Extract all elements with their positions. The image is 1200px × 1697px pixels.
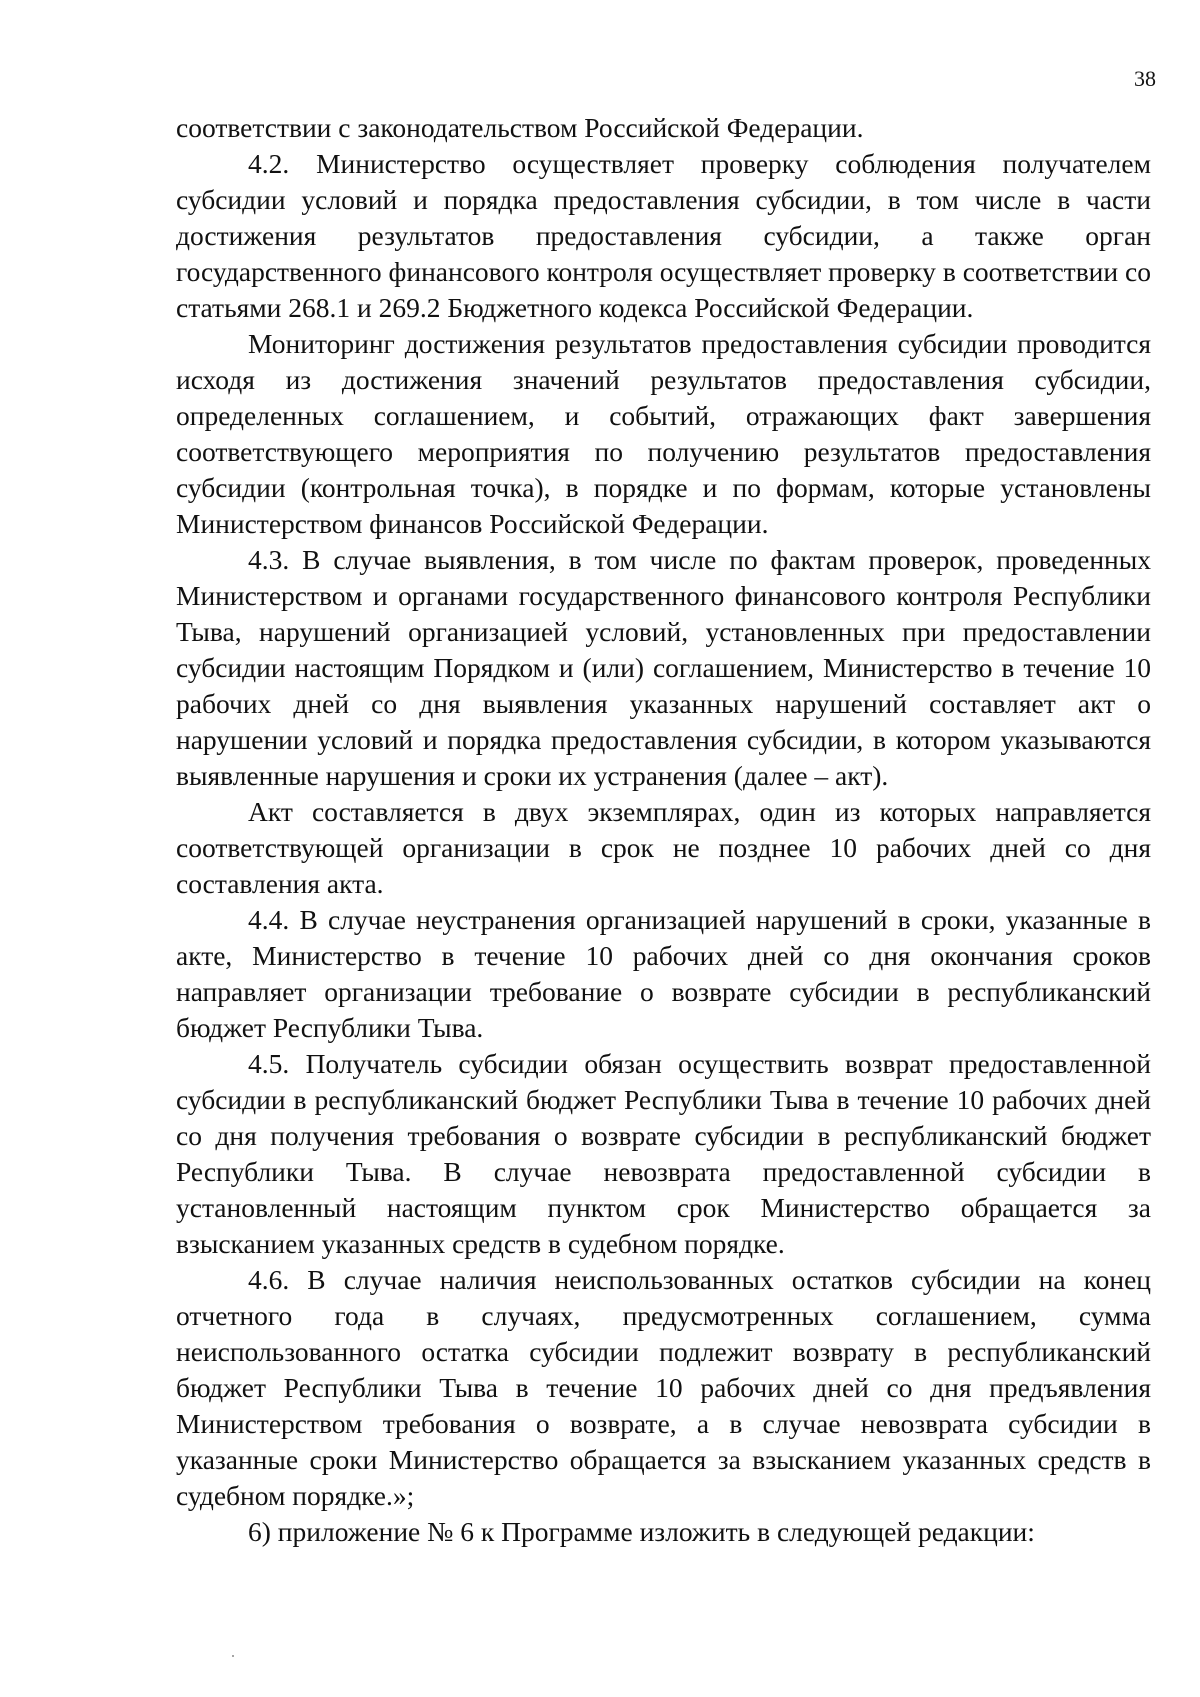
paragraph-4-3: 4.3. В случае выявления, в том числе по фактам проверок, проведенных Министерством и органами государственного финансового контроля Республики Тыва, нарушений организацией условий, установленных при предоставлении субсидии настоящим Порядком и (или) соглашением, Министерство в течение 10 рабочих дней со дня выявления указанных нарушений составляет акт о нарушении условий и порядка предоставления субсидии, в котором указываются выявленные нарушения и сроки их устранения (далее – акт).: [176, 544, 1151, 791]
scan-speck: [232, 1655, 234, 1657]
paragraph-monitoring: Мониторинг достижения результатов предоставления субсидии проводится исходя из достижения значений результатов предоставления субсидии, определенных соглашением, и событий, отражающих факт завершения соответствующего мероприятия по получению результатов предоставления субсидии (контрольная точка), в порядке и по формам, которые установлены Министерством финансов Российской Федерации.: [176, 328, 1151, 539]
paragraph-continuation: соответствии с законодательством Российской Федерации.: [176, 112, 864, 143]
paragraph-act: Акт составляется в двух экземплярах, один из которых направляется соответствующей организации в срок не позднее 10 рабочих дней со дня составления акта.: [176, 796, 1151, 899]
paragraph-item-6: 6) приложение № 6 к Программе изложить в следующей редакции:: [248, 1516, 1035, 1547]
paragraph-4-2: 4.2. Министерство осуществляет проверку соблюдения получателем субсидии условий и порядка предоставления субсидии, в том числе в части достижения результатов предоставления субсидии, а также орган государственного финансового контроля осуществляет проверку в соответствии со статьями 268.1 и 269.2 Бюджетного кодекса Российской Федерации.: [176, 148, 1151, 323]
paragraph-4-4: 4.4. В случае неустранения организацией нарушений в сроки, указанные в акте, Министерство в течение 10 рабочих дней со дня окончания сроков направляет организации требование о возврате субсидии в республиканский бюджет Республики Тыва.: [176, 904, 1151, 1043]
document-body: [176, 110, 1151, 1550]
paragraph-4-6: 4.6. В случае наличия неиспользованных остатков субсидии на конец отчетного года в случаях, предусмотренных соглашением, сумма неиспользованного остатка субсидии подлежит возврату в республиканский бюджет Республики Тыва в течение 10 рабочих дней со дня предъявления Министерством требования о возврате, а в случае невозврата субсидии в указанные сроки Министерство обращается за взысканием указанных средств в судебном порядке.»;: [176, 1264, 1151, 1511]
paragraph-4-5: 4.5. Получатель субсидии обязан осуществить возврат предоставленной субсидии в республиканский бюджет Республики Тыва в течение 10 рабочих дней со дня получения требования о возврате субсидии в республиканский бюджет Республики Тыва. В случае невозврата предоставленной субсидии в установленный настоящим пунктом срок Министерство обращается за взысканием указанных средств в судебном порядке.: [176, 1048, 1151, 1259]
page-number: 38: [1134, 66, 1156, 91]
